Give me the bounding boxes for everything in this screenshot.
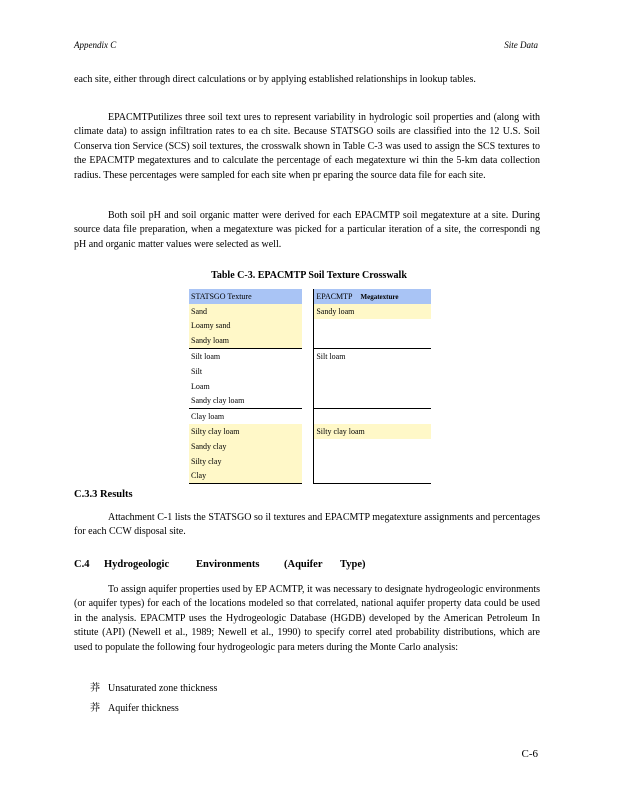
table-header-row [189,289,431,304]
table-header-epacmtp: EPACMTP [316,291,353,301]
bullet-symbol: 莽 [90,683,100,694]
bullet-text: Unsaturated zone thickness [108,683,218,694]
heading-word: Environments [196,559,260,570]
table-row [189,439,431,454]
statsgo-cell: Silty clay loam [189,424,302,439]
table-row [189,424,431,439]
table-row [189,333,431,348]
bullet-text: Aquifer thickness [108,703,179,714]
statsgo-cell: Silt [191,366,203,376]
table-row [189,304,431,319]
table-row [189,409,431,424]
megatexture-cell: Silt loam [314,349,431,364]
statsgo-cell: Silt loam [189,349,302,364]
table-row [189,394,431,409]
table-row [189,454,431,469]
paragraph-soil-textures: EPACMTPutilizes three soil text ures to represent variability in hydrologic soil properties and (along with climate data) to assign infiltration rates to ea ch site. Because STATSGO soils are classified into the 12 U.S. Soil Conserva tion Service (SCS) soil textures, the crosswalk shown in Table C-3 was used to assign the SCS textures to the EPACMTP megatextures and to calculate the percentage of each megatexture wi thin the 5-km data collection radius. These percentages were sampled for each site when pr eparing the source data file for each site. [74,112,540,181]
paragraph-lookup-tables: each site, either through direct calculations or by applying established relationships in lookup tables. [74,74,476,85]
heading-word: Hydrogeologic [104,559,170,570]
paragraph-attachment: Attachment C-1 lists the STATSGO so il textures and EPACMTP megatexture assignments and percentages for each CCW disposal site. [74,512,540,538]
heading-number: C.4 [74,559,90,570]
heading-word: Type) [340,559,366,570]
statsgo-cell: Clay [189,469,302,484]
bullet-item [90,679,217,694]
paragraph-ph-organic-matter: Both soil pH and soil organic matter were derived for each EPACMTP soil megatexture at a site. During source data file preparation, when a megatexture was picked for a particular iteration of a site, the correspondi ng pH and organic matter values were selected as well. [74,210,540,250]
table-header-megatexture [314,289,431,304]
header-right: Site Data [504,40,538,50]
bullet-symbol: 莽 [90,703,100,714]
table-row [189,364,431,379]
page-number: C-6 [521,748,538,760]
table-row [189,379,431,394]
table-row [189,319,431,334]
statsgo-cell: Clay loam [189,409,302,424]
statsgo-cell: Silty clay [189,454,302,469]
statsgo-cell: Sand [189,304,302,319]
heading-word: (Aquifer [284,559,323,570]
section-heading-results: C.3.3 Results [74,489,133,500]
crosswalk-table [189,289,431,484]
statsgo-cell: Sandy clay [189,439,302,454]
megatexture-cell: Sandy loam [314,304,431,319]
table-header-megatexture-sub: Megatexture [360,292,399,301]
statsgo-cell: Loamy sand [189,319,302,334]
megatexture-cell: Silty clay loam [314,424,431,439]
header-left: Appendix C [74,40,117,50]
table-header-statsgo: STATSGO Texture [189,289,302,304]
statsgo-cell: Loam [191,381,210,391]
statsgo-cell: Sandy clay loam [191,396,245,406]
table-row [189,469,431,484]
table-caption: Table C-3. EPACMTP Soil Texture Crosswalk [211,270,407,281]
bullet-item [90,699,179,714]
statsgo-cell: Sandy loam [189,333,302,348]
table-row [189,349,431,364]
paragraph-aquifer: To assign aquifer properties used by EP ACMTP, it was necessary to designate hydrogeologic environments (or aquifer types) for each of the locations modeled so that correlated, national aquifer property data could be used in the analysis. EPACMTP uses the Hydrogeologic Database (HGDB) developed by the American Petroleum In stitute (API) (Newell et al., 1989; Newell et al., 1990) to specify correl ated probability distributions, which are used to populate the following four hydrogeologic para meters during the Monte Carlo analysis: [74,584,540,653]
